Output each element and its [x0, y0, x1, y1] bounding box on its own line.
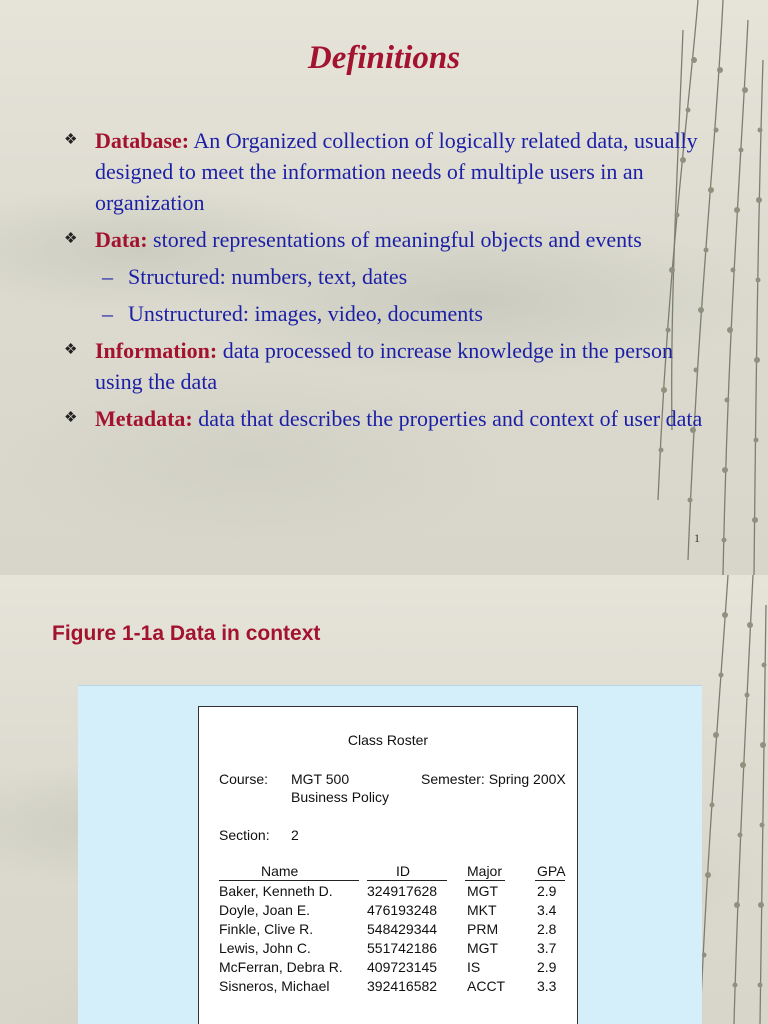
class-roster-card: [198, 706, 578, 1024]
table-row: [199, 902, 577, 921]
table-row: [199, 921, 577, 940]
column-header-gpa: GPA: [537, 863, 566, 879]
bullet-data: [62, 224, 712, 255]
term-separator: :: [185, 406, 193, 431]
cell-gpa: 3.7: [537, 940, 557, 956]
subitem-text: Unstructured: images, video, documents: [128, 301, 483, 326]
definition-text: stored representations of meaningful objects and events: [147, 227, 642, 252]
cell-name: Lewis, John C.: [219, 940, 311, 956]
semester-label: Semester: Spring 200X: [421, 771, 566, 787]
cell-gpa: 3.4: [537, 902, 557, 918]
subitem-text: Structured: numbers, text, dates: [128, 264, 408, 289]
term-information: Information: [95, 338, 210, 363]
term-metadata: Metadata: [95, 406, 186, 431]
cell-name: Baker, Kenneth D.: [219, 883, 333, 899]
section-value: 2: [291, 827, 299, 843]
cell-name: Finkle, Clive R.: [219, 921, 314, 937]
dash-bullet-icon: –: [102, 301, 113, 326]
column-header-name: Name: [261, 863, 299, 879]
section-label: Section:: [219, 827, 270, 843]
cell-major: IS: [467, 959, 481, 975]
diamond-bullet-icon: ❖: [64, 132, 78, 148]
definition-list: [62, 125, 712, 440]
roster-title: Class Roster: [347, 732, 429, 748]
cell-id: 551742186: [367, 940, 438, 956]
cell-id: 324917628: [367, 883, 438, 899]
table-row: [199, 883, 577, 902]
term-database: Database: [95, 128, 182, 153]
subitem-structured: [62, 261, 712, 292]
cell-major: ACCT: [467, 978, 506, 994]
column-rule: [367, 880, 447, 881]
dash-bullet-icon: –: [102, 264, 113, 289]
figure-panel: [78, 685, 702, 1024]
definition-text: An Organized collection of logically related data, usually designed to meet the information needs of multiple users in an organization: [95, 128, 698, 215]
bullet-metadata: [62, 403, 712, 434]
slide-figure: [0, 575, 768, 1024]
slide-title: Definitions: [307, 40, 461, 76]
diamond-bullet-icon: ❖: [64, 410, 78, 426]
table-row: [199, 959, 577, 978]
definition-text: data processed to increase knowledge in the person using the data: [95, 338, 673, 394]
course-value: MGT 500: [291, 771, 350, 787]
bullet-database: [62, 125, 712, 218]
cell-id: 392416582: [367, 978, 438, 994]
cell-name: Doyle, Joan E.: [219, 902, 311, 918]
cell-name: Sisneros, Michael: [219, 978, 330, 994]
column-rule: [535, 880, 565, 881]
cell-id: 548429344: [367, 921, 438, 937]
table-row: [199, 978, 577, 997]
column-header-id: ID: [396, 863, 410, 879]
term-separator: :: [181, 128, 190, 153]
column-rule: [465, 880, 505, 881]
cell-gpa: 2.8: [537, 921, 557, 937]
cell-gpa: 3.3: [537, 978, 557, 994]
subitem-unstructured: [62, 298, 712, 329]
diamond-bullet-icon: ❖: [64, 231, 78, 247]
course-label: Course:: [219, 771, 269, 787]
cell-id: 409723145: [367, 959, 438, 975]
cell-major: MGT: [467, 883, 499, 899]
course-name: Business Policy: [291, 789, 390, 805]
cell-major: PRM: [467, 921, 499, 937]
cell-major: MKT: [467, 902, 497, 918]
bullet-information: [62, 335, 712, 397]
cell-name: McFerran, Debra R.: [219, 959, 343, 975]
column-header-major: Major: [467, 863, 503, 879]
diamond-bullet-icon: ❖: [64, 342, 78, 358]
cell-id: 476193248: [367, 902, 438, 918]
cell-gpa: 2.9: [537, 883, 557, 899]
table-row: [199, 940, 577, 959]
definition-text: data that describes the properties and context of user data: [192, 406, 703, 431]
cell-gpa: 2.9: [537, 959, 557, 975]
figure-title: Figure 1-1a Data in context: [52, 622, 321, 645]
page-number: 1: [694, 531, 700, 545]
column-rule: [219, 880, 359, 881]
term-data: Data:: [95, 227, 148, 252]
cell-major: MGT: [467, 940, 499, 956]
term-separator: :: [209, 338, 218, 363]
